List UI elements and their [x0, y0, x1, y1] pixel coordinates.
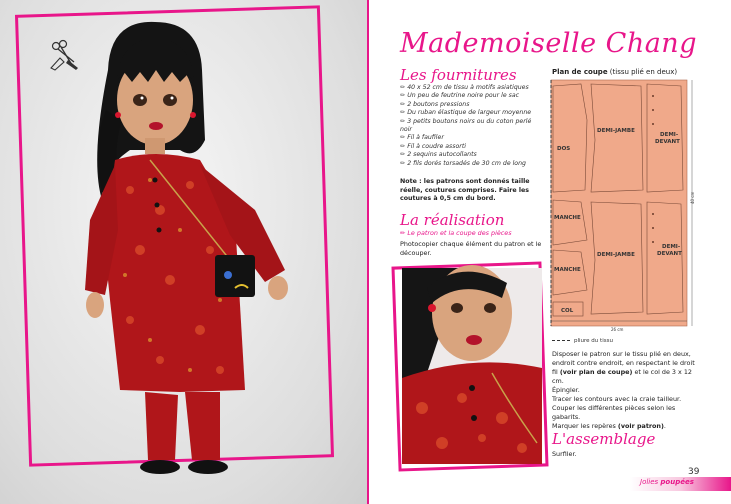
cutting-instructions: Disposer le patron sur le tissu plié en deux, endroit contre endroit, en respectant le droit fil (voir plan de coupe) et le col de 3 x 12 cm. Épingler. Tracer les contours avec la craie tailleur. Couper les différentes pièces selon les gabarits. Marquer les repères (voir patron).	[552, 350, 695, 430]
pencil-icon: ✏	[400, 229, 406, 237]
label-demi-devant-top-2: DEVANT	[655, 139, 680, 145]
list-item: ✏ 40 x 52 cm de tissu à motifs asiatiques	[400, 84, 529, 91]
pencil-icon: ✏	[400, 100, 406, 108]
supplies-list	[400, 84, 545, 168]
pencil-icon: ✏	[400, 109, 406, 117]
list-item: ✏ Fil à faufiler	[400, 134, 444, 142]
pencil-icon: ✏	[400, 92, 406, 100]
assemblage-text: Surfiler.	[552, 450, 577, 458]
width-dimension: 26 cm	[611, 327, 624, 332]
assemblage-heading: L'assemblage	[552, 430, 656, 448]
supplies-heading: Les fournitures	[400, 66, 517, 84]
list-item: ✏ 3 petits boutons noirs ou du coton perlé noir	[400, 117, 532, 134]
label-dos: DOS	[557, 146, 571, 152]
label-manche-2: MANCHE	[554, 267, 581, 273]
pencil-icon: ✏	[400, 142, 406, 150]
plan-title: Plan de coupe (tissu plié en deux)	[552, 68, 678, 76]
pencil-icon: ✏	[400, 134, 406, 142]
list-item: ✏ Un peu de feutrine noire pour le sac	[400, 92, 520, 100]
label-demi-devant-bottom-1: DEMI-	[662, 244, 681, 250]
label-demi-jambe-top: DEMI-JAMBE	[597, 128, 635, 134]
doll-photo	[60, 20, 320, 480]
height-dimension: 40 cm	[690, 191, 695, 204]
pencil-icon: ✏	[400, 117, 406, 125]
fold-line-icon	[552, 340, 570, 341]
label-manche-1: MANCHE	[554, 215, 581, 221]
label-demi-jambe-bottom: DEMI-JAMBE	[597, 252, 635, 258]
page-fold	[367, 0, 369, 504]
pencil-icon: ✏	[400, 151, 406, 159]
list-item: ✏ Du ruban élastique de largeur moyenne	[400, 109, 532, 117]
pencil-icon: ✏	[400, 159, 406, 167]
cutting-plan	[551, 80, 696, 332]
label-demi-devant-bottom-2: DEVANT	[657, 251, 682, 257]
note-text: Note : les patrons sont donnés taille réelle, coutures comprises. Faire les coutures à 0,5 cm du bord.	[400, 178, 530, 203]
label-col: COL	[561, 308, 574, 314]
realisation-heading: La réalisation	[400, 211, 505, 229]
label-demi-devant-top-1: DEMI-	[660, 132, 679, 138]
list-item: ✏ 2 sequins autocollants	[400, 151, 477, 159]
legend: pliure du tissu	[552, 338, 613, 344]
realisation-subheading: ✏ Le patron et la coupe des pièces	[400, 229, 512, 237]
inset-photo	[402, 268, 542, 464]
page-number: 39	[688, 467, 700, 477]
list-item: ✏ 2 boutons pressions	[400, 100, 470, 108]
page-title: Mademoiselle Chang	[400, 28, 697, 59]
footer-label: Jolies poupées	[640, 478, 694, 486]
list-item: ✏ Fil à coudre assorti	[400, 142, 466, 150]
pencil-icon: ✏	[400, 84, 406, 91]
list-item: ✏ 2 fils dorés torsadés de 30 cm de long	[400, 159, 526, 167]
realisation-text: Photocopier chaque élément du patron et le découper.	[400, 240, 542, 257]
